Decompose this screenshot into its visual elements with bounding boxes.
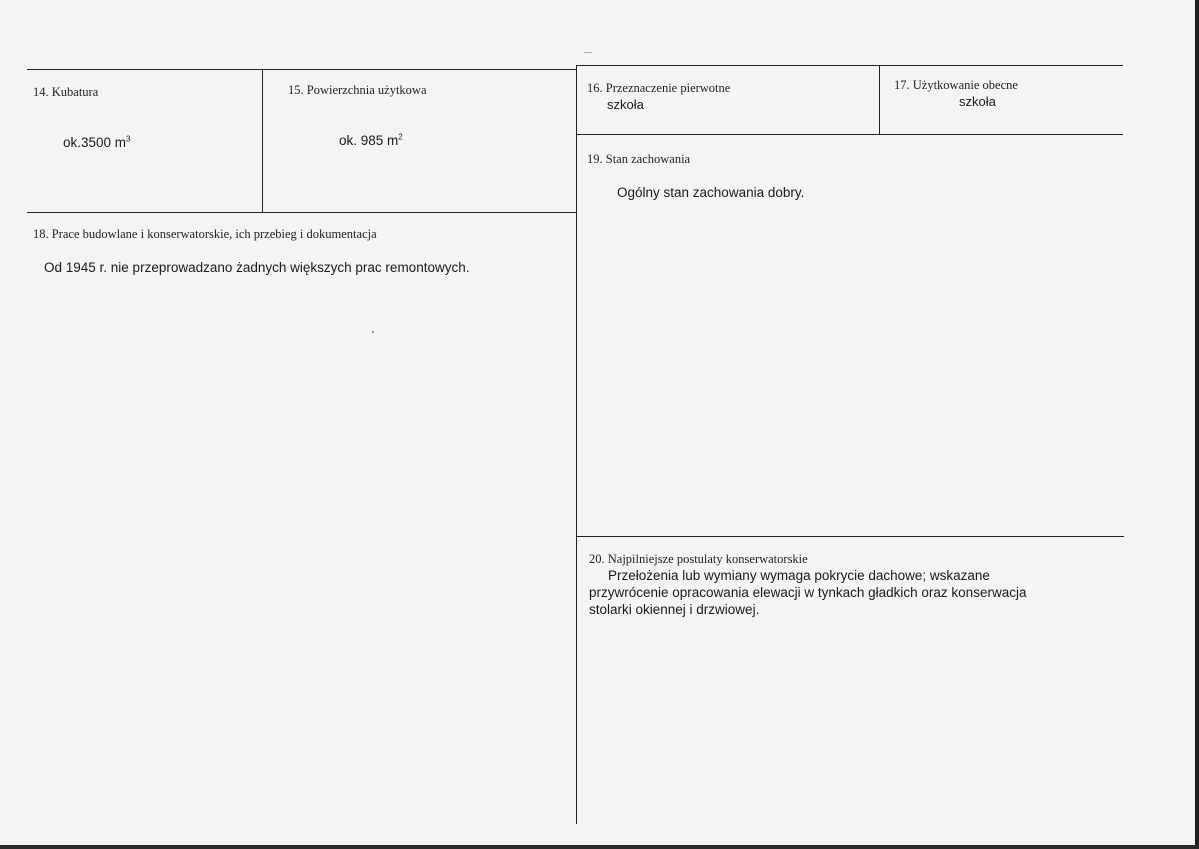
divider-middle xyxy=(576,65,577,824)
field-15-value-exponent: 2 xyxy=(398,132,403,142)
rule-above-19 xyxy=(576,134,1123,135)
rule-above-20 xyxy=(576,536,1124,537)
field-15-label: 15. Powierzchnia użytkowa xyxy=(288,83,427,97)
divider-16-17 xyxy=(879,65,880,135)
field-20-line-3: stolarki okiennej i drzwiowej. xyxy=(589,602,760,617)
field-17-value: szkoła xyxy=(959,94,996,109)
field-16-value: szkoła xyxy=(607,97,644,112)
scan-edge-right xyxy=(1195,0,1199,849)
field-14-value xyxy=(63,135,131,150)
top-rule-right xyxy=(576,65,1123,66)
field-20-label: 20. Najpilniejsze postulaty konserwatorskie xyxy=(589,552,808,566)
field-20-line-2: przywrócenie opracowania elewacji w tynkach gładkich oraz konserwacja xyxy=(589,585,1027,600)
field-17-label: 17. Użytkowanie obecne xyxy=(894,78,1018,92)
scan-speck xyxy=(584,52,592,53)
field-20-line-1: Przełożenia lub wymiany wymaga pokrycie dachowe; wskazane xyxy=(608,568,990,583)
field-18-label: 18. Prace budowlane i konserwatorskie, ich przebieg i dokumentacja xyxy=(33,227,377,241)
field-18-value: Od 1945 r. nie przeprowadzano żadnych większych prac remontowych. xyxy=(44,260,470,275)
field-14-value-text: ok.3500 m xyxy=(63,135,127,150)
field-19-value: Ogólny stan zachowania dobry. xyxy=(617,185,805,200)
scan-speck xyxy=(372,331,374,333)
field-14-value-exponent: 3 xyxy=(126,134,131,144)
rule-above-18 xyxy=(27,212,576,213)
field-16-label: 16. Przeznaczenie pierwotne xyxy=(587,81,731,95)
field-20-value xyxy=(589,567,1109,618)
top-rule-left xyxy=(27,69,576,70)
field-14-label: 14. Kubatura xyxy=(33,85,99,99)
field-15-value xyxy=(339,133,403,148)
field-15-value-text: ok. 985 m xyxy=(339,133,399,148)
field-19-label: 19. Stan zachowania xyxy=(587,152,691,166)
scan-edge-bottom xyxy=(0,845,1199,849)
divider-14-15 xyxy=(262,70,263,213)
